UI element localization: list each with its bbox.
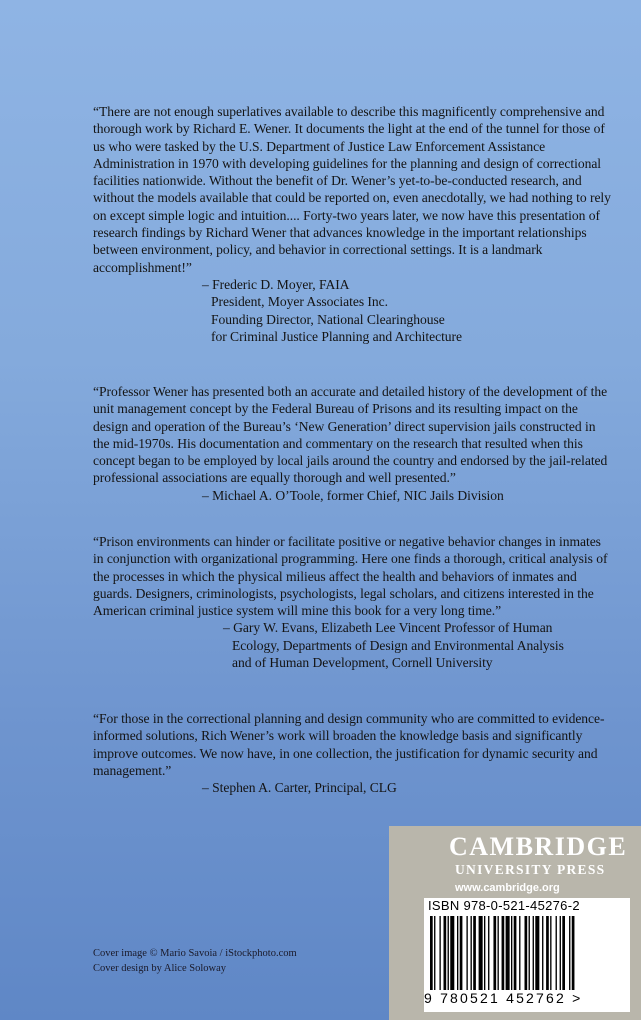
attribution-line: for Criminal Justice Planning and Architecture bbox=[211, 328, 463, 344]
barcode-bar bbox=[479, 916, 483, 990]
publisher-panel bbox=[389, 826, 641, 1020]
barcode-bar bbox=[525, 916, 528, 990]
quote-4-attribution bbox=[93, 779, 613, 796]
barcode-bar bbox=[493, 916, 496, 990]
attribution-line: – Gary W. Evans, Elizabeth Lee Vincent Professor of Human bbox=[223, 620, 553, 636]
barcode-bar bbox=[572, 916, 575, 990]
barcode-bar bbox=[457, 916, 458, 990]
attribution-line: – Stephen A. Carter, Principal, CLG bbox=[202, 780, 397, 796]
barcode-bar bbox=[569, 916, 570, 990]
barcode-bar bbox=[556, 916, 557, 990]
attribution-line: and of Human Development, Cornell University bbox=[232, 655, 493, 671]
barcode-bar bbox=[448, 916, 449, 990]
quote-1 bbox=[93, 103, 613, 345]
barcode-bar bbox=[550, 916, 551, 990]
quote-2 bbox=[93, 383, 613, 504]
publisher-subtitle: UNIVERSITY PRESS bbox=[455, 862, 606, 877]
barcode-bar bbox=[502, 916, 505, 990]
barcode-bar bbox=[434, 916, 435, 990]
barcode-bar bbox=[460, 916, 463, 990]
isbn-label: ISBN 978-0-521-45276-2 bbox=[428, 898, 580, 913]
barcode-bar bbox=[511, 916, 512, 990]
quote-2-attribution bbox=[93, 487, 613, 504]
quote-4-text: “For those in the correctional planning and design community who are committed to evidence-informed solutions, Rich Wener’s work will broaden the knowledge basis and significantly improve outcomes. We now have, in one collection, the justification for dynamic security and management.” bbox=[93, 711, 605, 778]
attribution-line: Founding Director, National Clearinghouse bbox=[211, 311, 445, 327]
cover-image-credit: Cover image © Mario Savoia / iStockphoto.com bbox=[93, 948, 297, 959]
barcode-bar bbox=[439, 916, 440, 990]
barcode-bar bbox=[488, 916, 489, 990]
publisher-url: www.cambridge.org bbox=[455, 882, 560, 894]
barcode-bar bbox=[506, 916, 510, 990]
quote-1-attribution bbox=[93, 276, 613, 345]
attribution-line: President, Moyer Associates Inc. bbox=[211, 294, 388, 310]
cover-credits bbox=[93, 946, 297, 976]
barcode-bar bbox=[542, 916, 543, 990]
quote-4 bbox=[93, 710, 613, 796]
barcode-bar bbox=[560, 916, 561, 990]
attribution-line: – Frederic D. Moyer, FAIA bbox=[202, 276, 350, 292]
barcode-box bbox=[424, 898, 630, 1012]
cover-design-credit: Cover design by Alice Soloway bbox=[93, 963, 226, 974]
barcode-digits: 9 780521 452762 > bbox=[424, 990, 583, 1006]
barcode-bar bbox=[471, 916, 472, 990]
attribution-line: – Michael A. O’Toole, former Chief, NIC Jails Division bbox=[202, 487, 504, 503]
barcode-icon bbox=[430, 916, 624, 990]
quote-3-text: “Prison environments can hinder or facilitate positive or negative behavior changes in inmates in conjunction with organizational programming. Here one finds a thorough, critical analysis of the processes in which the physical milieus affect the health and behaviors of inmates and guards. Designers, criminologists, psychologists, legal scholars, and citizens interested in the American criminal justice system will mine this book for a very long time.” bbox=[93, 534, 608, 619]
barcode-bar bbox=[535, 916, 539, 990]
barcode-bar bbox=[498, 916, 499, 990]
quote-2-text: “Professor Wener has presented both an accurate and detailed history of the development of the unit management concept by the Federal Bureau of Prisons and its resulting impact on the design and operation of the Bureau’s ‘New Generation’ direct supervision jails constructed in the mid-1970s. His documentation and commentary on the research that resulted when this concept began to be employed by local jails around the country and endorsed by the jail-related professional associations are equally thorough and well presented.” bbox=[93, 384, 608, 486]
barcode-bar bbox=[430, 916, 433, 990]
barcode-bar bbox=[533, 916, 534, 990]
quote-3-attribution bbox=[93, 619, 613, 671]
quote-3 bbox=[93, 533, 613, 671]
barcode-bar bbox=[546, 916, 549, 990]
quote-1-text: “There are not enough superlatives available to describe this magnificently comprehensive and thorough work by Richard E. Wener. It documents the light at the end of the tunnel for those of us who were tasked by the U.S. Department of Justice Law Enforcement Assistance Administration in 1970 with developing guidelines for the planning and design of correctional facilities nationwide. Without the benefit of Dr. Wener’s yet-to-be-conducted research, and without the models available that could be reported on, even anecdotally, we had nothing to rely on except simple logic and intuition.... Forty-two years later, we now have this presentation of research findings by Richard Wener that advances knowledge in the important relationships between environment, policy, and behavior in correctional settings. It is a landmark accomplishment!” bbox=[93, 104, 611, 275]
barcode-bar bbox=[473, 916, 476, 990]
barcode-bar bbox=[562, 916, 565, 990]
barcode-bar bbox=[514, 916, 517, 990]
publisher-name: CAMBRIDGE bbox=[449, 832, 628, 861]
barcode-bar bbox=[444, 916, 447, 990]
barcode-bar bbox=[529, 916, 530, 990]
barcode-bar bbox=[484, 916, 485, 990]
barcode-bar bbox=[450, 916, 454, 990]
barcode-bar bbox=[466, 916, 467, 990]
attribution-line: Ecology, Departments of Design and Environmental Analysis bbox=[232, 637, 564, 653]
barcode-bar bbox=[519, 916, 520, 990]
